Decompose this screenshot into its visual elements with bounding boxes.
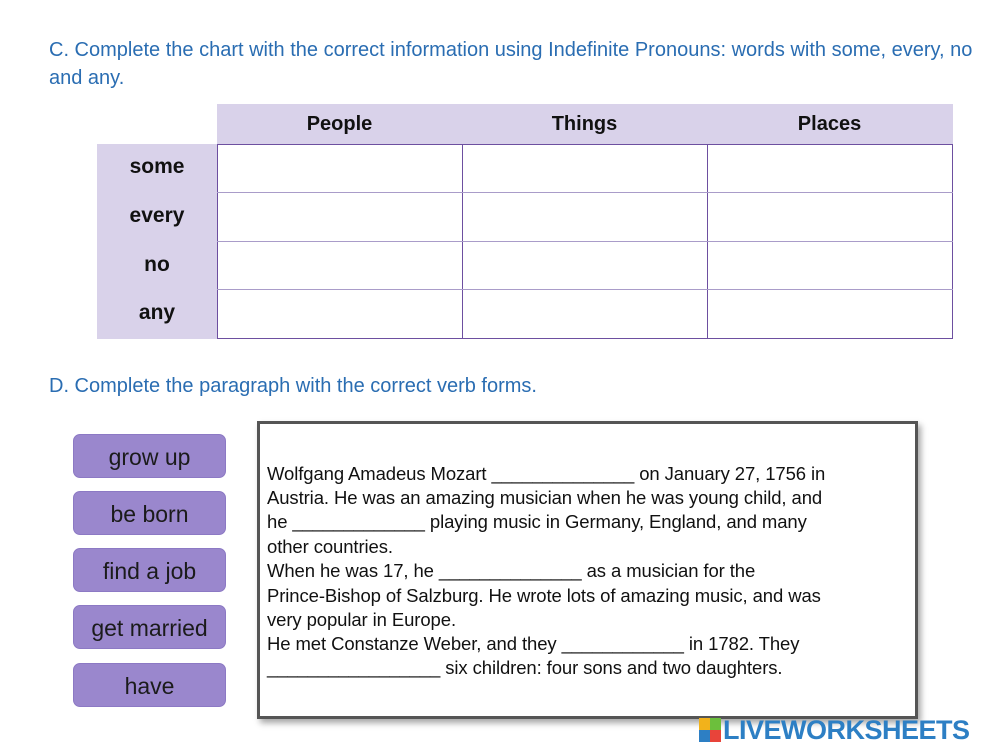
- answer-cell-some-people[interactable]: [218, 145, 462, 192]
- paragraph-line: other countries.: [267, 536, 393, 557]
- paragraph-line: Prince-Bishop of Salzburg. He wrote lots of amazing music, and was: [267, 585, 821, 606]
- column-header-places: Places: [797, 113, 862, 135]
- answer-cell-any-people[interactable]: [218, 290, 462, 338]
- answer-cell-every-places[interactable]: [708, 193, 952, 241]
- answer-cell-some-things[interactable]: [463, 145, 707, 192]
- paragraph-line: _________________ six children: four sons and two daughters.: [267, 657, 783, 678]
- row-label-every: every: [129, 204, 185, 227]
- liveworksheets-logo[interactable]: [699, 715, 970, 745]
- word-chip-grow-up[interactable]: grow up: [73, 434, 226, 478]
- logo-blocks-icon: [699, 718, 721, 742]
- paragraph-line: very popular in Europe.: [267, 609, 456, 630]
- instruction-c: C. Complete the chart with the correct information using Indefinite Pronouns: words with some, every, no and any.: [49, 39, 973, 89]
- word-chip-have[interactable]: have: [73, 663, 226, 707]
- paragraph-line: When he was 17, he ______________ as a musician for the: [267, 560, 756, 581]
- answer-cell-no-things[interactable]: [463, 242, 707, 289]
- row-label-no: no: [144, 253, 170, 276]
- paragraph-line: Wolfgang Amadeus Mozart ______________ on January 27, 1756 in: [267, 463, 826, 484]
- answer-cell-any-places[interactable]: [708, 290, 952, 338]
- row-label-any: any: [138, 301, 176, 324]
- paragraph-line: he _____________ playing music in Germany, England, and many: [267, 511, 807, 532]
- word-chip-be-born[interactable]: be born: [73, 491, 226, 535]
- answer-cell-every-things[interactable]: [463, 193, 707, 241]
- instruction-d: D. Complete the paragraph with the correct verb forms.: [49, 375, 537, 397]
- answer-cell-some-places[interactable]: [708, 145, 952, 192]
- row-label-some: some: [129, 155, 185, 178]
- paragraph-line: He met Constanze Weber, and they ____________ in 1782. They: [267, 633, 800, 654]
- answer-cell-no-people[interactable]: [218, 242, 462, 289]
- answer-cell-every-people[interactable]: [218, 193, 462, 241]
- column-header-things: Things: [551, 113, 618, 135]
- paragraph-line: Austria. He was an amazing musician when he was young child, and: [267, 487, 823, 508]
- logo-text: LIVEWORKSHEETS: [723, 714, 970, 745]
- word-chip-find-a-job[interactable]: find a job: [73, 548, 226, 592]
- answer-cell-any-things[interactable]: [463, 290, 707, 338]
- column-header-people: People: [306, 113, 373, 135]
- answer-cell-no-places[interactable]: [708, 242, 952, 289]
- word-chip-get-married[interactable]: get married: [73, 605, 226, 649]
